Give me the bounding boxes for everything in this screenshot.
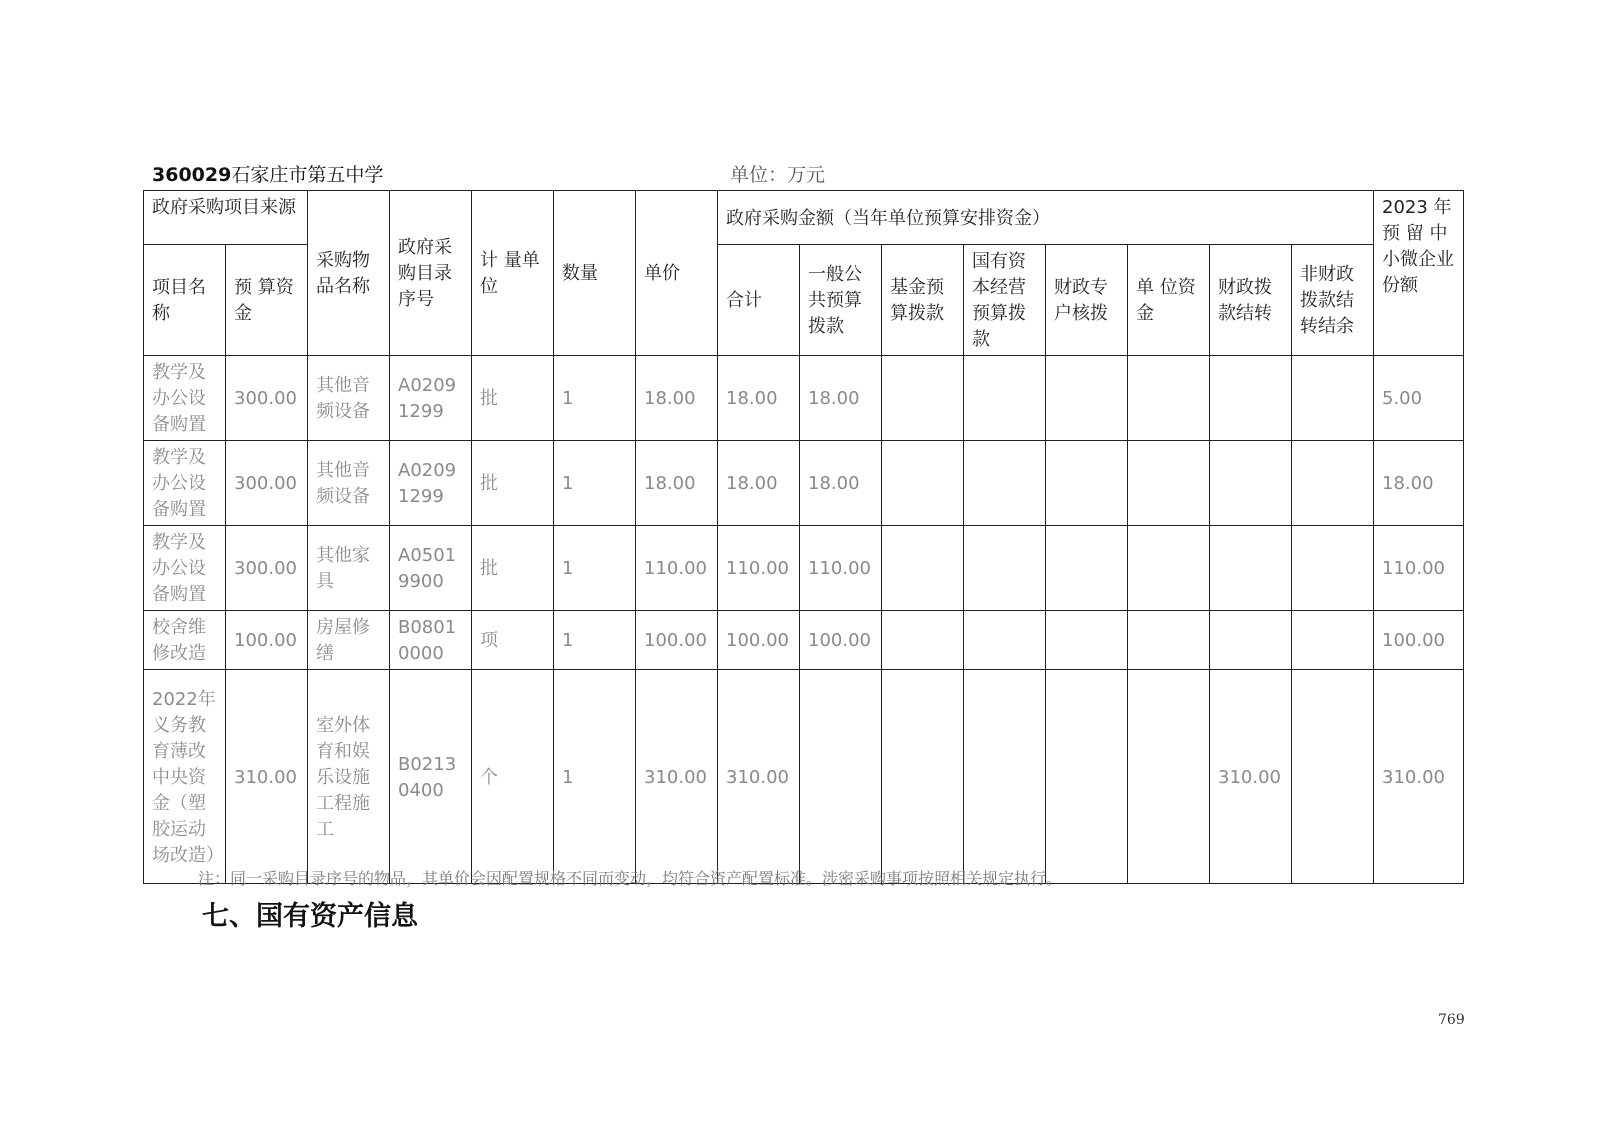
procurement-table (143, 190, 1464, 884)
header-total: 合计 (718, 245, 800, 356)
header-item-name: 采购物品名称 (308, 191, 390, 356)
cell-total: 18.00 (718, 356, 800, 441)
cell-price: 18.00 (636, 441, 718, 526)
cell-carry (1210, 611, 1292, 670)
cell-total: 100.00 (718, 611, 800, 670)
cell-nonfiscal (1292, 526, 1374, 611)
cell-unit: 批 (472, 356, 554, 441)
table-row (144, 441, 1464, 526)
cell-budget: 300.00 (226, 356, 308, 441)
cell-fund (882, 356, 964, 441)
header-carryover: 财政拨款结转 (1210, 245, 1292, 356)
table-row (144, 611, 1464, 670)
table-note: 注：同一采购目录序号的物品，其单价会因配置规格不同而变动，均符合资产配置标准。涉密采购事项按照相关规定执行。 (198, 869, 1063, 888)
cell-state (964, 670, 1046, 884)
cell-unitfunds (1128, 526, 1210, 611)
header-unit: 计 量单位 (472, 191, 554, 356)
cell-price: 100.00 (636, 611, 718, 670)
cell-qty: 1 (554, 526, 636, 611)
cell-qty: 1 (554, 356, 636, 441)
cell-catalog: B02130400 (390, 670, 472, 884)
cell-sme: 5.00 (1374, 356, 1464, 441)
cell-carry: 310.00 (1210, 670, 1292, 884)
cell-special (1046, 611, 1128, 670)
header-catalog-no: 政府采购目录序号 (390, 191, 472, 356)
page-number: 769 (1438, 1012, 1465, 1028)
cell-unitfunds (1128, 441, 1210, 526)
cell-special (1046, 441, 1128, 526)
cell-item: 房屋修缮 (308, 611, 390, 670)
cell-budget: 100.00 (226, 611, 308, 670)
cell-special (1046, 526, 1128, 611)
cell-fund (882, 526, 964, 611)
cell-special (1046, 356, 1128, 441)
cell-general: 110.00 (800, 526, 882, 611)
cell-fund (882, 611, 964, 670)
cell-catalog: B08010000 (390, 611, 472, 670)
cell-fund (882, 441, 964, 526)
cell-state (964, 441, 1046, 526)
cell-sme: 18.00 (1374, 441, 1464, 526)
header-budget: 预 算资金 (226, 245, 308, 356)
header-unit-funds: 单 位资金 (1128, 245, 1210, 356)
cell-total: 110.00 (718, 526, 800, 611)
header-qty: 数量 (554, 191, 636, 356)
cell-carry (1210, 441, 1292, 526)
cell-nonfiscal (1292, 611, 1374, 670)
org-name: 石家庄市第五中学 (231, 164, 384, 186)
cell-state (964, 356, 1046, 441)
cell-item: 其他家具 (308, 526, 390, 611)
cell-budget: 300.00 (226, 526, 308, 611)
cell-total: 18.00 (718, 441, 800, 526)
unit-label: 单位：万元 (730, 164, 826, 186)
cell-qty: 1 (554, 611, 636, 670)
header-fiscal-special: 财政专户核拨 (1046, 245, 1128, 356)
header-sme: 2023 年 预 留 中小微企业份额 (1374, 191, 1464, 356)
header-state-capital: 国有资本经营预算拨款 (964, 245, 1046, 356)
cell-carry (1210, 356, 1292, 441)
header-fund-budget: 基金预算拨款 (882, 245, 964, 356)
header-price: 单价 (636, 191, 718, 356)
cell-price: 310.00 (636, 670, 718, 884)
cell-nonfiscal (1292, 356, 1374, 441)
cell-state (964, 526, 1046, 611)
cell-budget: 300.00 (226, 441, 308, 526)
header-nonfiscal: 非财政拨款结转结余 (1292, 245, 1374, 356)
cell-catalog: A02091299 (390, 441, 472, 526)
cell-project: 2022年义务教育薄改中央资金（塑胶运动场改造） (144, 670, 226, 884)
cell-unit: 项 (472, 611, 554, 670)
header-source: 政府采购项目来源 (144, 191, 308, 245)
cell-price: 18.00 (636, 356, 718, 441)
cell-carry (1210, 526, 1292, 611)
cell-nonfiscal (1292, 441, 1374, 526)
cell-nonfiscal (1292, 670, 1374, 884)
header-project-name: 项目名称 (144, 245, 226, 356)
cell-state (964, 611, 1046, 670)
cell-sme: 110.00 (1374, 526, 1464, 611)
cell-fund (882, 670, 964, 884)
cell-special (1046, 670, 1128, 884)
cell-project: 校舍维修改造 (144, 611, 226, 670)
cell-general: 18.00 (800, 441, 882, 526)
header-amount-group: 政府采购金额（当年单位预算安排资金） (718, 191, 1374, 245)
org-title (152, 160, 383, 187)
table-row (144, 670, 1464, 884)
cell-item: 其他音频设备 (308, 441, 390, 526)
cell-catalog: A05019900 (390, 526, 472, 611)
cell-sme: 310.00 (1374, 670, 1464, 884)
cell-item: 其他音频设备 (308, 356, 390, 441)
cell-project: 教学及办公设备购置 (144, 526, 226, 611)
cell-general: 18.00 (800, 356, 882, 441)
org-code: 360029 (152, 164, 232, 186)
cell-item: 室外体育和娱乐设施工程施工 (308, 670, 390, 884)
cell-project: 教学及办公设备购置 (144, 441, 226, 526)
cell-qty: 1 (554, 670, 636, 884)
cell-general (800, 670, 882, 884)
cell-project: 教学及办公设备购置 (144, 356, 226, 441)
cell-catalog: A02091299 (390, 356, 472, 441)
table-row (144, 526, 1464, 611)
cell-unitfunds (1128, 356, 1210, 441)
table-row (144, 356, 1464, 441)
cell-budget: 310.00 (226, 670, 308, 884)
section-title: 七、国有资产信息 (202, 901, 418, 932)
header-general-budget: 一般公共预算拨款 (800, 245, 882, 356)
cell-sme: 100.00 (1374, 611, 1464, 670)
cell-price: 110.00 (636, 526, 718, 611)
cell-unit: 个 (472, 670, 554, 884)
cell-general: 100.00 (800, 611, 882, 670)
cell-unitfunds (1128, 670, 1210, 884)
cell-unitfunds (1128, 611, 1210, 670)
cell-unit: 批 (472, 526, 554, 611)
cell-unit: 批 (472, 441, 554, 526)
cell-qty: 1 (554, 441, 636, 526)
cell-total: 310.00 (718, 670, 800, 884)
